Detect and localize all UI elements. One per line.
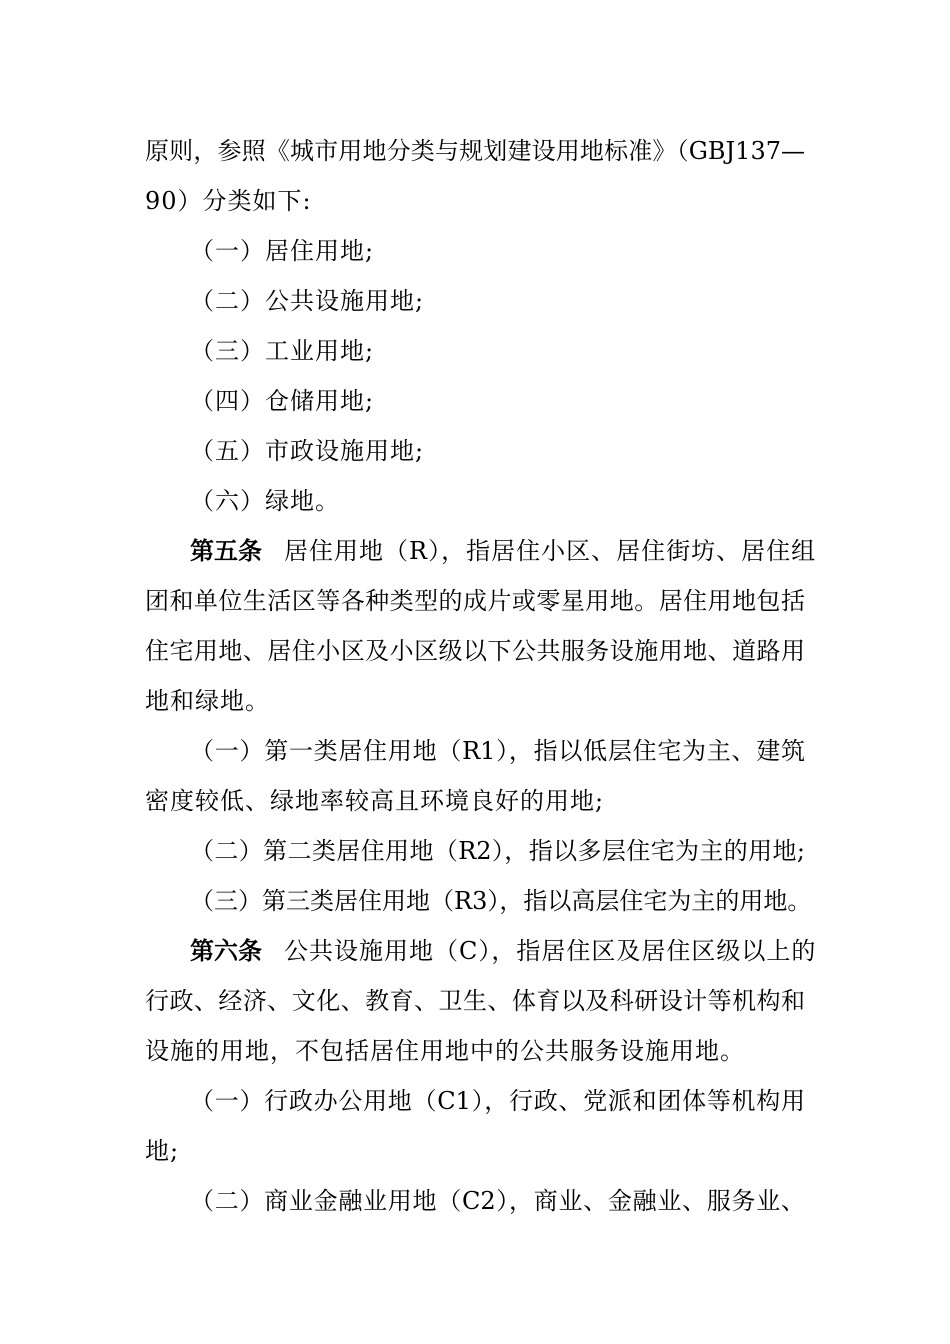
article-5-label: 第五条: [190, 537, 262, 565]
article-6-text: 公共设施用地（C），指居住区及居住区级以上的: [284, 937, 817, 965]
list-item: （四）仓储用地;: [190, 387, 375, 415]
paragraph-line: 行政、经济、文化、教育、卫生、体育以及科研设计等机构和: [145, 987, 805, 1015]
article-6-label: 第六条: [190, 937, 262, 965]
list-item: （二）商业金融业用地（C2），商业、金融业、服务业、: [190, 1187, 805, 1215]
paragraph-line: 住宅用地、居住小区及小区级以下公共服务设施用地、道路用: [145, 637, 805, 665]
list-item: （五）市政设施用地;: [190, 437, 425, 465]
list-item: （一）居住用地;: [190, 237, 375, 265]
paragraph-line: 90）分类如下:: [145, 187, 312, 215]
list-item: （二）公共设施用地;: [190, 287, 425, 315]
article-6-first-line: [190, 936, 816, 966]
paragraph-line: 密度较低、绿地率较高且环境良好的用地;: [145, 787, 605, 815]
list-item: （六）绿地。: [190, 487, 340, 515]
list-item: （二）第二类居住用地（R2），指以多层住宅为主的用地;: [190, 837, 805, 865]
list-item: （一）行政办公用地（C1），行政、党派和团体等机构用: [190, 1087, 805, 1115]
paragraph-line: 地;: [145, 1137, 180, 1165]
article-5-first-line: [190, 536, 816, 566]
list-item: （三）工业用地;: [190, 337, 375, 365]
list-item: （三）第三类居住用地（R3），指以高层住宅为主的用地。: [190, 887, 812, 915]
paragraph-line: 设施的用地，不包括居住用地中的公共服务设施用地。: [145, 1037, 745, 1065]
list-item: （一）第一类居住用地（R1），指以低层住宅为主、建筑: [190, 737, 805, 765]
paragraph-line: 原则，参照《城市用地分类与规划建设用地标准》（GBJ137—: [145, 137, 805, 165]
article-5-text: 居住用地（R），指居住小区、居住街坊、居住组: [284, 537, 817, 565]
paragraph-line: 地和绿地。: [145, 687, 270, 715]
paragraph-line: 团和单位生活区等各种类型的成片或零星用地。居住用地包括: [145, 587, 805, 615]
